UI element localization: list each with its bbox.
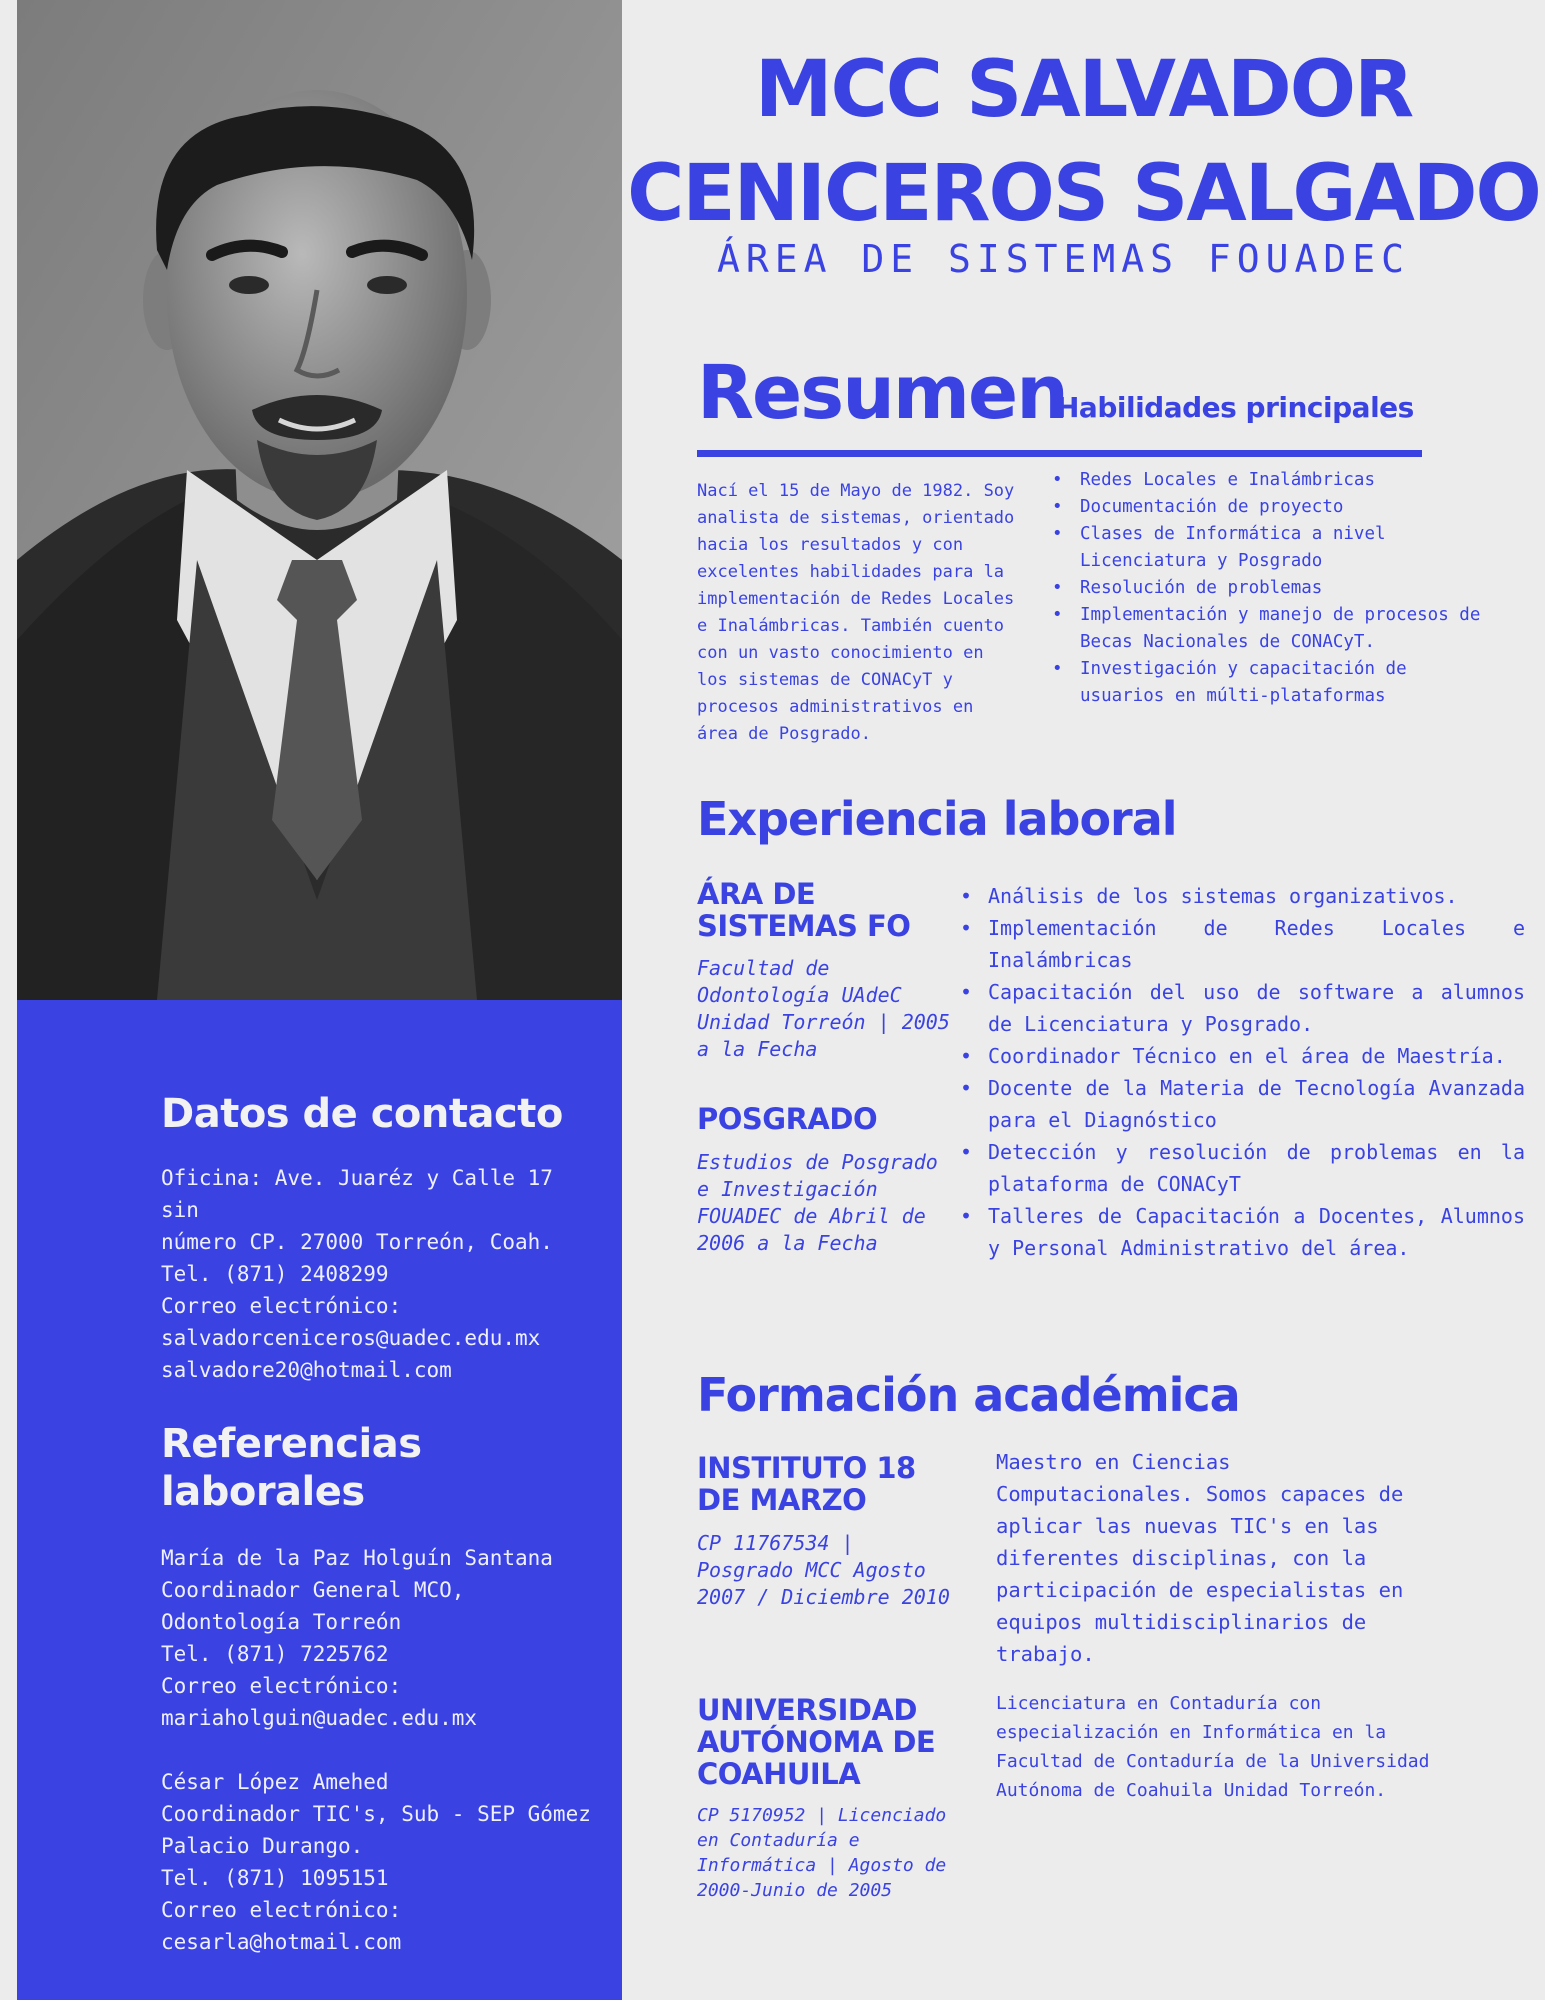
full-name xyxy=(622,38,1545,246)
skill-item: • Resolución de problemas xyxy=(1052,575,1482,602)
contact-details: Oficina: Ave. Juaréz y Calle 17 sin número CP. 27000 Torreón, Coah. Tel. (871) 2408299 Correo electrónico: salvadorceniceros@uadec.edu.mx salvadore20@hotmail.com xyxy=(161,1166,553,1382)
duty-item: • Detección y resolución de problemas en la plataforma de CONACyT xyxy=(958,1136,1525,1200)
institution-name: INSTITUTO 18 DE MARZO xyxy=(697,1451,916,1517)
job-title: POSGRADO xyxy=(697,1102,878,1136)
job-title: ÁRA DE SISTEMAS FO xyxy=(697,877,911,943)
education-heading: Formación académica xyxy=(697,1368,1240,1422)
duties-list xyxy=(958,880,1525,1264)
education-description: Licenciatura en Contaduría con especialización en Informática en la Facultad de Contaduría de la Universidad Autónoma de Coahuila Unidad Torreón. xyxy=(996,1693,1430,1801)
skill-item: • Redes Locales e Inalámbricas xyxy=(1052,467,1482,494)
profile-photo xyxy=(17,0,622,1000)
skill-item: • Documentación de proyecto xyxy=(1052,494,1482,521)
name-line-2: CENICEROS SALGADO xyxy=(627,149,1540,239)
duty-item: • Talleres de Capacitación a Docentes, Alumnos y Personal Administrativo del área. xyxy=(958,1200,1525,1264)
job-subtitle: ÁREA DE SISTEMAS FOUADEC xyxy=(716,237,1411,281)
reference-1: María de la Paz Holguín Santana Coordinador General MCO, Odontología Torreón Tel. (871) 7225762 Correo electrónico: mariaholguin@uadec.edu.mx xyxy=(161,1546,553,1730)
experience-heading: Experiencia laboral xyxy=(697,792,1177,846)
job-detail: Estudios de Posgrado e Investigación FOUADEC de Abril de 2006 a la Fecha xyxy=(697,1150,938,1255)
main-column xyxy=(622,0,1545,2000)
contact-sidebar xyxy=(17,1000,622,2000)
duty-item: • Capacitación del uso de software a alumnos de Licenciatura y Posgrado. xyxy=(958,976,1525,1040)
skill-item: • Investigación y capacitación de usuarios en múlti-plataformas xyxy=(1052,656,1482,710)
summary-text: Nací el 15 de Mayo de 1982. Soy analista de sistemas, orientado hacia los resultados y con excelentes habilidades para la implementación de Redes Locales e Inalámbricas. También cuento con un vasto conocimiento en los sistemas de CONACyT y procesos administrativos en área de Posgrado. xyxy=(697,481,1015,744)
duty-item: • Coordinador Técnico en el área de Maestría. xyxy=(958,1040,1525,1072)
name-line-1: MCC SALVADOR xyxy=(754,45,1413,135)
page-margin xyxy=(0,0,17,2000)
duty-item: • Implementación de Redes Locales e Inalámbricas xyxy=(958,912,1525,976)
institution-name: UNIVERSIDAD AUTÓNOMA DE COAHUILA xyxy=(697,1693,936,1791)
references-heading: Referencias laborales xyxy=(161,1421,422,1515)
summary-heading: Resumen xyxy=(697,350,1067,436)
skill-item: • Clases de Informática a nivel Licenciatura y Posgrado xyxy=(1052,521,1482,575)
skills-heading: Habilidades principales xyxy=(1056,391,1414,424)
contact-heading: Datos de contacto xyxy=(161,1091,563,1137)
duty-item: • Docente de la Materia de Tecnología Avanzada para el Diagnóstico xyxy=(958,1072,1525,1136)
heading-divider xyxy=(697,450,1422,457)
skills-list xyxy=(1052,467,1482,710)
education-description: Maestro en Ciencias Computacionales. Somos capaces de aplicar las nuevas TIC's en las diferentes disciplinas, con la participación de especialistas en equipos multidisciplinarios de trabajo. xyxy=(996,1450,1404,1666)
duty-item: • Análisis de los sistemas organizativos. xyxy=(958,880,1525,912)
institution-detail: CP 11767534 | Posgrado MCC Agosto 2007 / Diciembre 2010 xyxy=(697,1531,950,1609)
reference-2: César López Amehed Coordinador TIC's, Sub - SEP Gómez Palacio Durango. Tel. (871) 1095151 Correo electrónico: cesarla@hotmail.com xyxy=(161,1770,591,1954)
institution-detail: CP 5170952 | Licenciado en Contaduría e Informática | Agosto de 2000-Junio de 2005 xyxy=(697,1805,947,1901)
skill-item: • Implementación y manejo de procesos de Becas Nacionales de CONACyT. xyxy=(1052,602,1482,656)
job-detail: Facultad de Odontología UAdeC Unidad Torreón | 2005 a la Fecha xyxy=(697,956,950,1061)
